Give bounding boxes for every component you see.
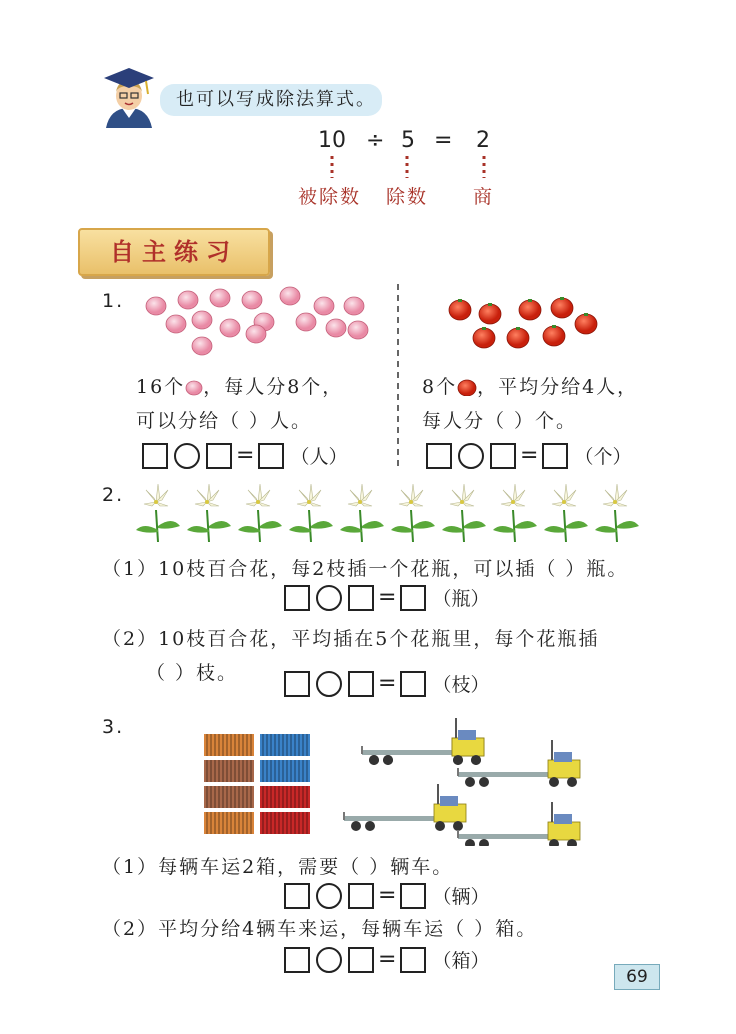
answer-box[interactable] bbox=[142, 443, 168, 469]
operator-circle[interactable] bbox=[458, 443, 484, 469]
ex3-formula-1: = （辆） bbox=[284, 882, 489, 909]
answer-box[interactable] bbox=[400, 883, 426, 909]
operator-circle[interactable] bbox=[316, 947, 342, 973]
division-dividend: 10 bbox=[318, 128, 346, 153]
ex1-left-line1: 16个 ，每人分8个， bbox=[136, 376, 344, 398]
answer-box[interactable] bbox=[490, 443, 516, 469]
operator-circle[interactable] bbox=[316, 585, 342, 611]
answer-box[interactable] bbox=[284, 883, 310, 909]
divider-dashed-line bbox=[396, 284, 400, 470]
tomato-icon bbox=[457, 378, 477, 396]
exercise-1-number: 1. bbox=[102, 290, 125, 312]
ex1-left-formula: = （人） bbox=[142, 442, 347, 469]
speech-bubble: 也可以写成除法算式。 bbox=[160, 84, 382, 116]
ex1-left-line2: 可以分给（ ）人。 bbox=[136, 410, 313, 432]
answer-box[interactable] bbox=[348, 585, 374, 611]
operator-circle[interactable] bbox=[174, 443, 200, 469]
ex2-formula-2: = （枝） bbox=[284, 670, 489, 697]
ex2-question-1: （1）10枝百合花，每2枝插一个花瓶，可以插（ ）瓶。 bbox=[102, 558, 629, 580]
ex3-question-1: （1）每辆车运2箱，需要（ ）辆车。 bbox=[102, 856, 454, 878]
exercise-3-number: 3. bbox=[102, 716, 125, 738]
peaches-illustration bbox=[140, 284, 370, 358]
ex3-formula-2: = （箱） bbox=[284, 946, 489, 973]
answer-box[interactable] bbox=[284, 671, 310, 697]
division-equals: = bbox=[434, 128, 453, 153]
division-operator: ÷ bbox=[366, 128, 385, 153]
division-dotted-lines bbox=[320, 154, 500, 180]
answer-box[interactable] bbox=[348, 883, 374, 909]
ex2-question-2: （2）10枝百合花，平均插在5个花瓶里，每个花瓶插 bbox=[102, 628, 600, 650]
ex1-right-formula: = （个） bbox=[426, 442, 631, 469]
ex1-right-line2: 每人分（ ）个。 bbox=[422, 410, 578, 432]
division-divisor: 5 bbox=[401, 128, 415, 153]
trucks-illustration bbox=[340, 716, 590, 846]
exercise-2-number: 2. bbox=[102, 484, 125, 506]
ex3-question-2: （2）平均分给4辆车来运，每辆车运（ ）箱。 bbox=[102, 918, 538, 940]
label-dividend: 被除数 bbox=[298, 186, 362, 208]
ex1-right-line1: 8个 ，平均分给4人， bbox=[422, 376, 639, 398]
ex2-formula-1: = （瓶） bbox=[284, 584, 489, 611]
page-number: 69 bbox=[614, 964, 660, 990]
label-quotient: 商 bbox=[473, 186, 495, 208]
operator-circle[interactable] bbox=[316, 883, 342, 909]
answer-box[interactable] bbox=[284, 947, 310, 973]
answer-box[interactable] bbox=[542, 443, 568, 469]
operator-circle[interactable] bbox=[316, 671, 342, 697]
answer-box[interactable] bbox=[284, 585, 310, 611]
answer-box[interactable] bbox=[348, 947, 374, 973]
answer-box[interactable] bbox=[206, 443, 232, 469]
ex2-question-2-cont: （ ）枝。 bbox=[146, 662, 239, 684]
peach-icon bbox=[185, 378, 203, 396]
tomatoes-illustration bbox=[444, 294, 604, 354]
answer-box[interactable] bbox=[400, 671, 426, 697]
answer-box[interactable] bbox=[400, 947, 426, 973]
boxes-illustration bbox=[202, 730, 314, 842]
section-heading: 自主练习 bbox=[78, 228, 270, 276]
label-divisor: 除数 bbox=[386, 186, 429, 208]
answer-box[interactable] bbox=[426, 443, 452, 469]
answer-box[interactable] bbox=[258, 443, 284, 469]
answer-box[interactable] bbox=[348, 671, 374, 697]
lilies-illustration bbox=[134, 482, 644, 546]
answer-box[interactable] bbox=[400, 585, 426, 611]
division-quotient: 2 bbox=[476, 128, 490, 153]
teacher-avatar bbox=[100, 66, 158, 128]
